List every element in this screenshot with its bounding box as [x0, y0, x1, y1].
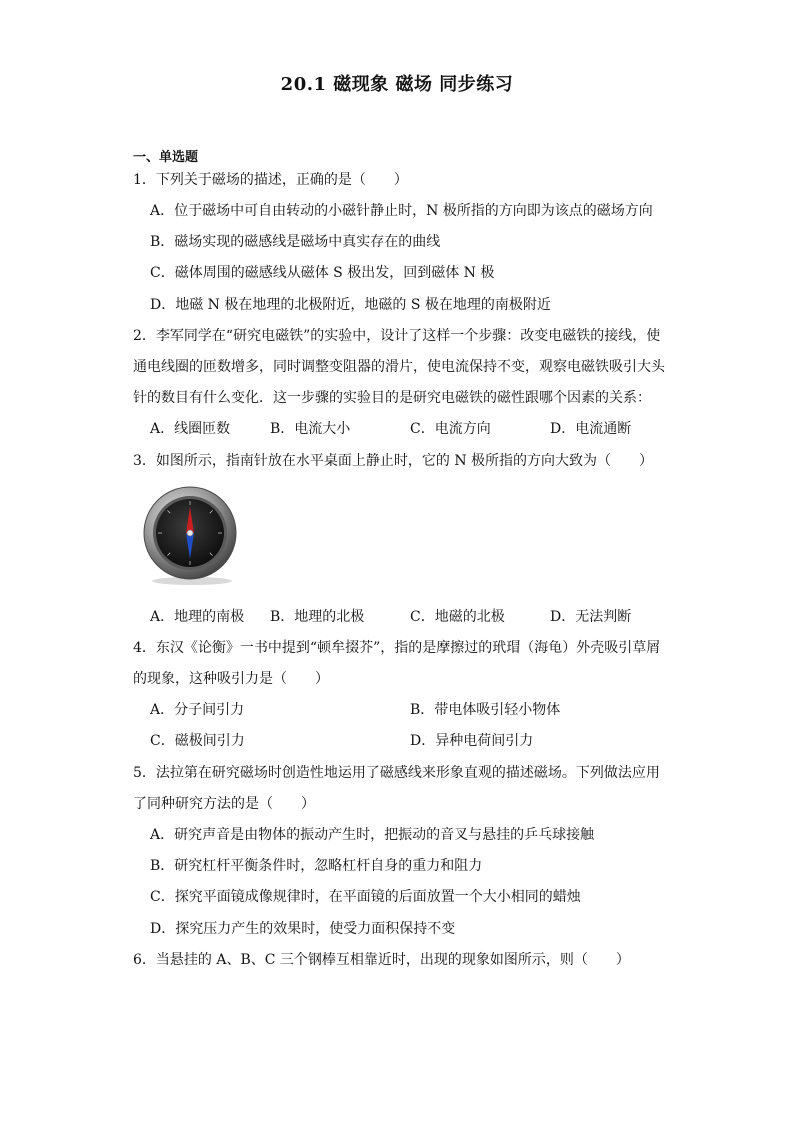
question-3-stem: 3．如图所示，指南针放在水平桌面上静止时，它的 N 极所指的方向大致为（ ）: [133, 453, 654, 469]
question-5-stem-line-2: 了同种研究方法的是（ ）: [133, 796, 315, 812]
question-5-stem-line-1: 5．法拉第在研究磁场时创造性地运用了磁感线来形象直观的描述磁场。下列做法应用: [133, 765, 660, 781]
question-3-option-d: D．无法判断: [550, 609, 632, 625]
page-title: 20.1 磁现象 磁场 同步练习: [280, 74, 514, 95]
question-6-stem: 6．当悬挂的 A、B、C 三个钢棒互相靠近时，出现的现象如图所示，则（ ）: [133, 952, 630, 968]
question-2-option-c: C．电流方向: [410, 421, 491, 437]
question-5-option-b: B．研究杠杆平衡条件时，忽略杠杆自身的重力和阻力: [150, 858, 483, 874]
question-4-option-a: A．分子间引力: [150, 702, 245, 718]
section-heading: 一、单选题: [133, 150, 199, 165]
compass-icon: [134, 483, 246, 587]
question-3-option-b: B．地理的北极: [270, 609, 365, 625]
question-4-option-c: C．磁极间引力: [150, 733, 245, 749]
question-2-option-a: A．线圈匝数: [150, 421, 231, 437]
question-1-option-d: D．地磁 N 极在地理的北极附近，地磁的 S 极在地理的南极附近: [150, 297, 551, 313]
question-2-option-d: D．电流通断: [550, 421, 632, 437]
question-5-option-c: C．探究平面镜成像规律时，在平面镜的后面放置一个大小相同的蜡烛: [150, 889, 581, 905]
question-2-stem-line-1: 2．李军同学在“研究电磁铁”的实验中，设计了这样一个步骤：改变电磁铁的接线，使: [133, 328, 661, 344]
question-1-option-a: A．位于磁场中可自由转动的小磁针静止时，N 极所指的方向即为该点的磁场方向: [150, 203, 653, 219]
question-2-stem-line-3: 针的数目有什么变化．这一步骤的实验目的是研究电磁铁的磁性跟哪个因素的关系：: [133, 390, 651, 406]
question-1-option-c: C．磁体周围的磁感线从磁体 S 极出发，回到磁体 N 极: [150, 265, 495, 281]
question-1-option-b: B．磁场实现的磁感线是磁场中真实存在的曲线: [150, 234, 441, 250]
question-2-stem-line-2: 通电线圈的匝数增多，同时调整变阻器的滑片，使电流保持不变，观察电磁铁吸引大头: [133, 359, 665, 375]
question-4-stem-line-2: 的现象，这种吸引力是（ ）: [133, 671, 329, 687]
question-3-option-c: C．地磁的北极: [410, 609, 505, 625]
question-4-option-d: D．异种电荷间引力: [410, 733, 534, 749]
question-1-stem: 1．下列关于磁场的描述，正确的是（ ）: [133, 172, 408, 188]
question-2-option-b: B．电流大小: [270, 421, 351, 437]
question-5-option-d: D．探究压力产生的效果时，使受力面积保持不变: [150, 921, 456, 937]
question-4-stem-line-1: 4．东汉《论衡》一书中提到“顿牟掇芥”，指的是摩擦过的玳瑁（海龟）外壳吸引草屑: [133, 640, 661, 656]
question-4-option-b: B．带电体吸引轻小物体: [410, 702, 561, 718]
question-3-option-a: A．地理的南极: [150, 609, 245, 625]
question-5-option-a: A．研究声音是由物体的振动产生时，把振动的音叉与悬挂的乒乓球接触: [150, 827, 595, 843]
